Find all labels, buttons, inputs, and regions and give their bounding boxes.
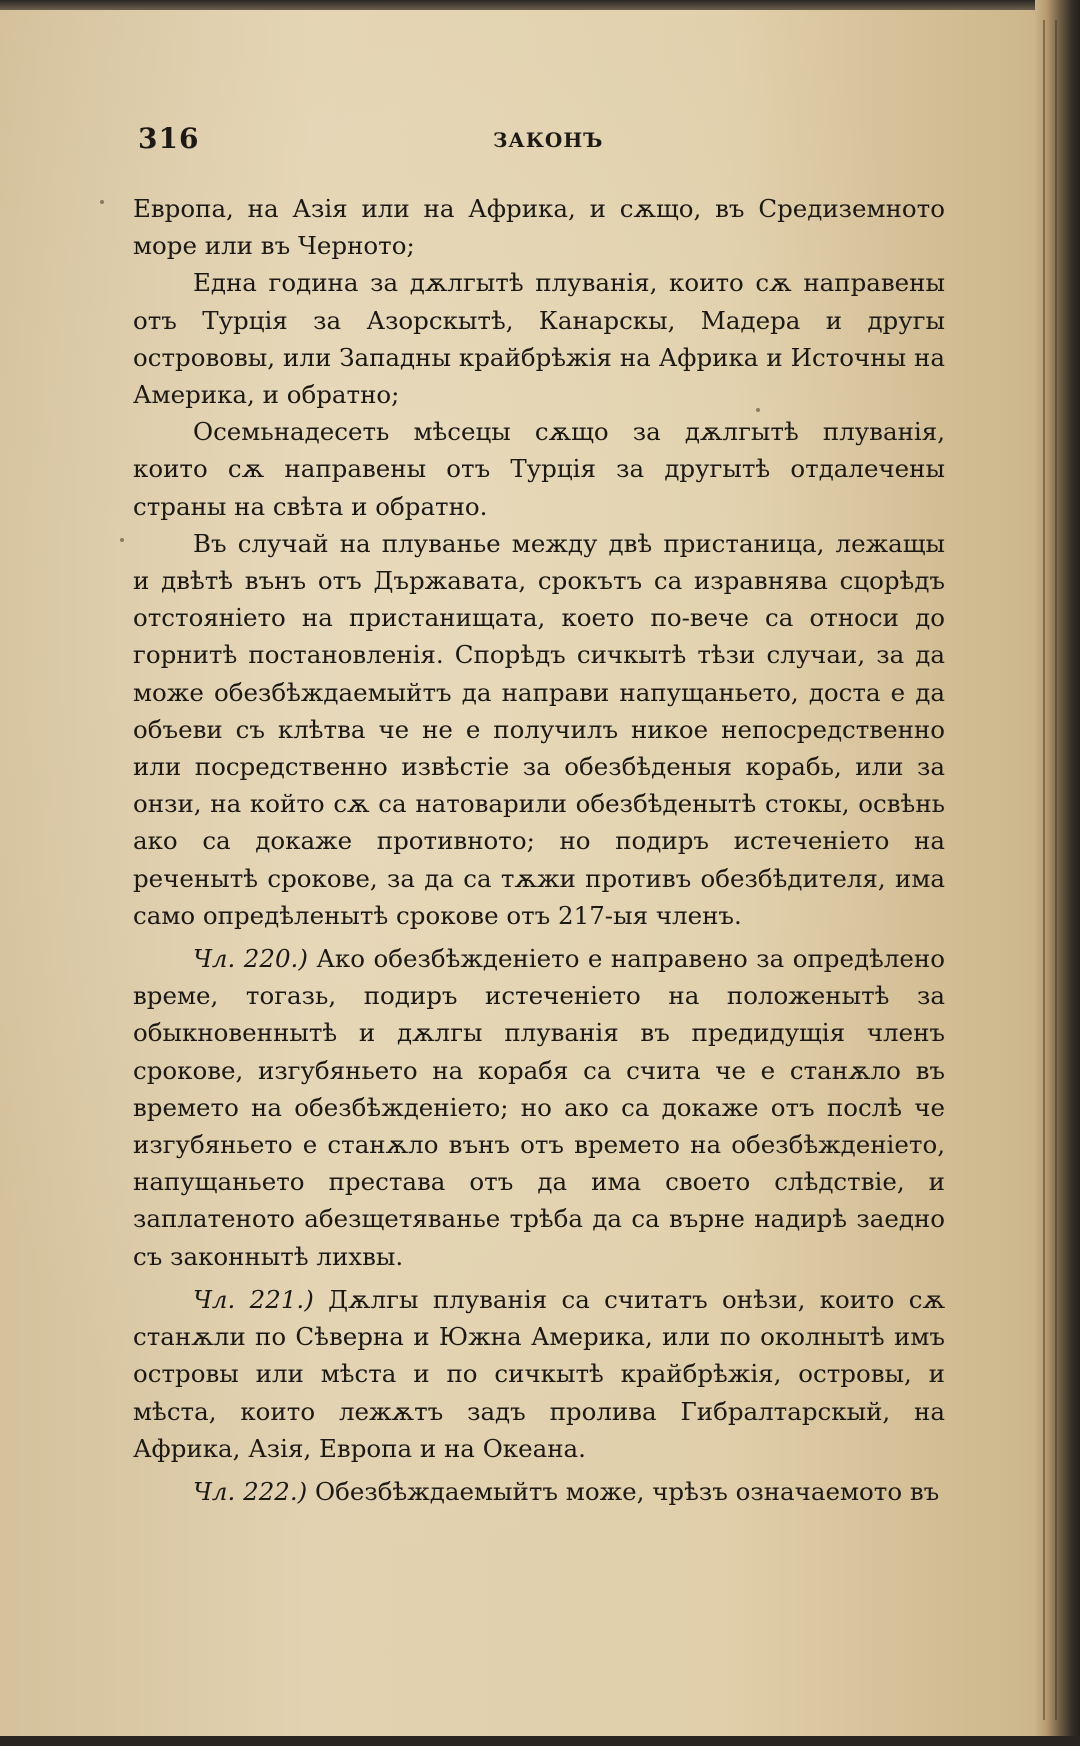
article-222 [133, 1473, 945, 1510]
paragraph-text: Европа, на Азія или на Африка, и сѫщо, въ Средиземното море или въ Черното; [133, 194, 945, 261]
scan-top-edge [0, 0, 1080, 10]
book-page [0, 10, 1035, 1736]
binding-line [1055, 20, 1057, 1720]
article-label: Чл. 222.) [193, 1476, 308, 1506]
paragraph-text: Една година за дѫлгытѣ плуванія, които сѫ направены отъ Турція за Азорскытѣ, Канарскы, Мадера и другы острововы, или Западны крайбрѣжія на Африка и Источны на Америка, и обратно; [133, 268, 945, 410]
article-text: Ако обезбѣжденіето е направено за опредѣлено време, тогазь, подиръ истеченіето на положенытѣ за обыкновеннытѣ и дѫлгы плуванія въ предидущія членъ срокове, изгубяньето на корабя са счита че е станѫло въ времето на обезбѣжденіето; но ако са докаже отъ послѣ че изгубяньето е станѫло вънъ отъ времето на обезбѣжденіето, напущаньето престава отъ да има своето слѣдствіе, и заплатеното абезщетяванье трѣба да са върне надирѣ заедно съ законнытѣ лихвы. [133, 944, 945, 1271]
article-220 [133, 940, 945, 1275]
page-number: 316 [138, 122, 200, 155]
binding-line [1043, 20, 1045, 1720]
body-text [133, 190, 945, 1510]
paper-speck [756, 408, 760, 412]
paragraph-3 [133, 413, 945, 525]
paper-speck [120, 538, 124, 542]
article-label: Чл. 220.) [193, 944, 308, 974]
page-header [138, 122, 938, 162]
paragraph-text: Въ случай на плуванье между двѣ пристаница, лежащы и двѣтѣ вънъ отъ Държавата, срокътъ са изравнява сцорѣдъ отстояніето на пристанищата, което по-вече са относи до горнитѣ постановленія. Спорѣдъ сичкытѣ тѣзи случаи, за да може обезбѣждаемыйтъ да направи напущаньето, доста е да объеви съ клѣтва че не е получилъ никое непосредственно или посредственно извѣстіе за обезбѣденыя корабь, или за онзи, на който сѫ са натоварили обезбѣденытѣ стокы, освѣнь ако са докаже противното; но подиръ истеченіето на реченытѣ срокове, за да са тѫжи противъ обезбѣдителя, има само опредѣленытѣ срокове отъ 217-ыя членъ. [133, 528, 945, 930]
paragraph-2 [133, 264, 945, 413]
paragraph-1 [133, 190, 945, 264]
article-221 [133, 1281, 945, 1467]
page-binding-edge [1035, 0, 1080, 1746]
paragraph-4 [133, 525, 945, 934]
article-text: Дѫлгы плуванія са считатъ онѣзи, които сѫ станѫли по Сѣверна и Южна Америка, или по околнытѣ имъ островы или мѣста и по сичкытѣ крайбрѣжія, островы, и мѣста, които лежѫтъ задъ пролива Гибралтарскый, на Африка, Азія, Европа и на Океана. [133, 1284, 945, 1463]
article-label: Чл. 221.) [193, 1284, 314, 1314]
paper-speck [100, 200, 104, 204]
running-head: ЗАКОНЪ [493, 128, 604, 152]
paragraph-text: Осемьнадесеть мѣсецы сѫщо за дѫлгытѣ плуванія, които сѫ направены отъ Турція за другытѣ отдалечены страны на свѣта и обратно. [133, 417, 945, 521]
scan-bottom-edge [0, 1736, 1080, 1746]
article-text: Обезбѣждаемыйтъ може, чрѣзъ означаемото въ [315, 1476, 940, 1506]
